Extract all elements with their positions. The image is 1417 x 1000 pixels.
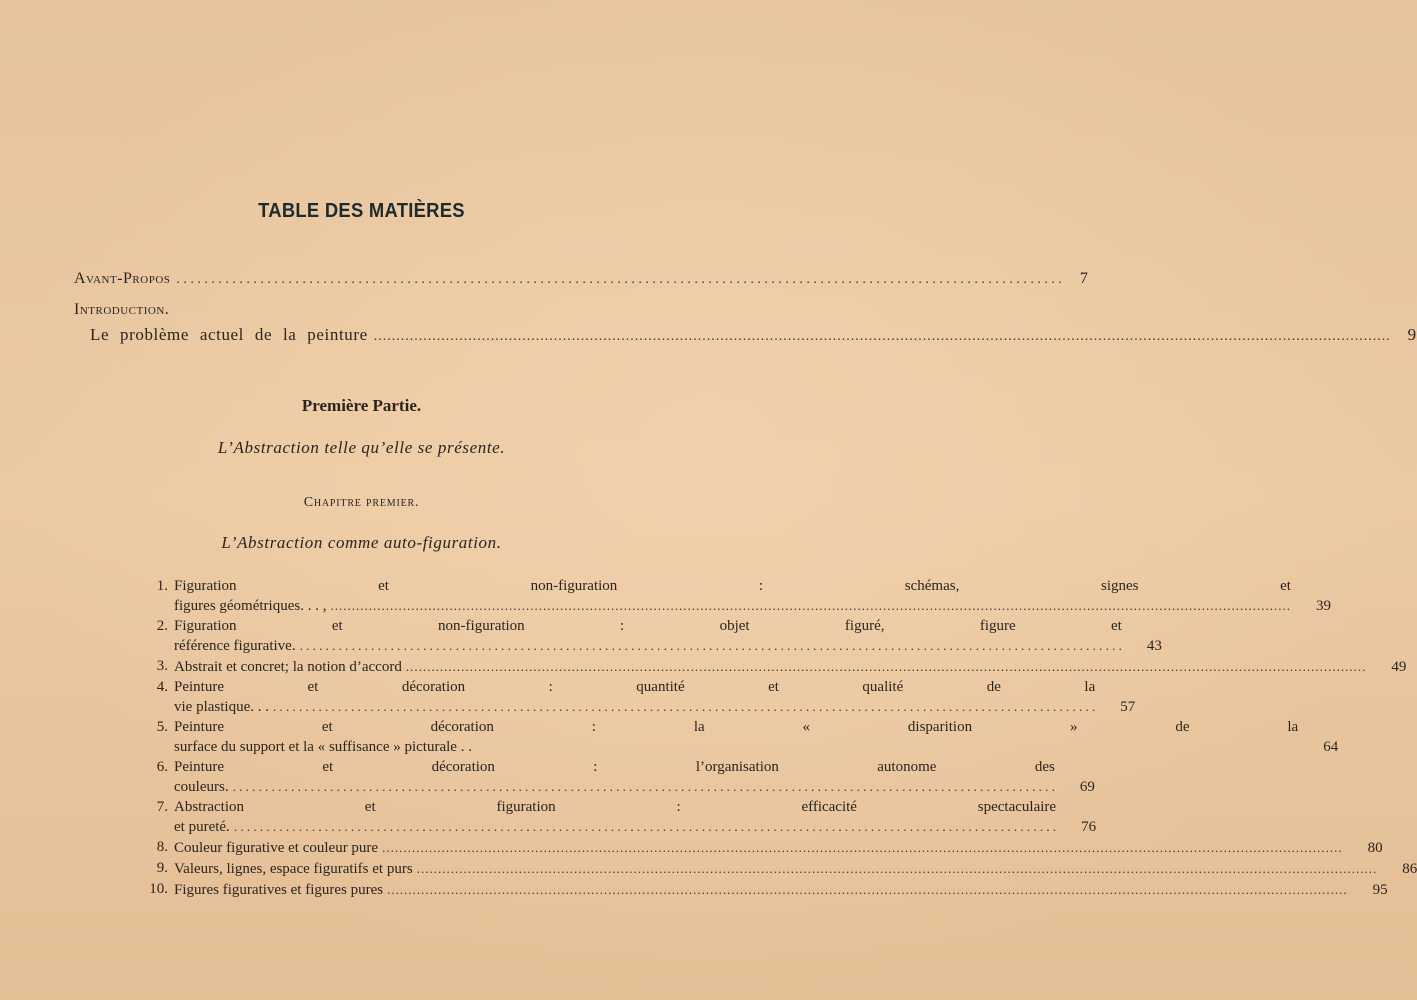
toc-entry-avant-propos (74, 270, 1088, 288)
list-item (130, 798, 1097, 837)
leader-dots (374, 329, 1391, 345)
section-title-line1: Peinture et décoration : la « disparition » de la (174, 719, 1299, 735)
section-title-line1: Peinture et décoration : l’organisation autonome des (174, 759, 1055, 775)
section-title-line2: couleurs. (174, 779, 229, 795)
section-title-line2: surface du support et la « suffisance » picturale . . (174, 739, 472, 755)
section-page: 49 (1391, 659, 1407, 675)
list-item (130, 678, 1136, 717)
list-item (130, 859, 1417, 879)
chapter-title: Chapitre premier. (303, 495, 420, 510)
section-page: 43 (1146, 638, 1162, 654)
part-subtitle: L’Abstraction telle qu’elle se présente. (217, 438, 506, 457)
section-title-line1: Figuration et non-figuration : schémas, signes et (174, 578, 1291, 594)
section-title-line2: et pureté. (174, 819, 230, 835)
leader-dots (330, 596, 1291, 615)
toc-entry-probleme (90, 325, 1417, 345)
leader-dots (300, 636, 1122, 655)
section-page: 57 (1120, 699, 1136, 715)
leader-dots (382, 838, 1343, 857)
section-list (130, 577, 1417, 900)
list-item (130, 577, 1331, 616)
chapter-subtitle: L’Abstraction comme auto-figuration. (221, 533, 502, 552)
section-page: 95 (1372, 882, 1388, 898)
section-number: 5. (156, 719, 168, 735)
list-item (130, 617, 1162, 656)
section-title-line1: Peinture et décoration : quantité et qualité de la (174, 679, 1096, 695)
section-title-line2: figures géométriques. . . , (174, 598, 327, 614)
page-title: TABLE DES MATIÈRES (258, 200, 465, 222)
leader-dots (273, 697, 1095, 716)
section-title-line2: référence figurative. (174, 638, 296, 654)
section-page: 86 (1402, 861, 1417, 877)
leader-dots (387, 880, 1348, 899)
list-item (130, 758, 1095, 797)
leader-dots (176, 272, 1062, 288)
list-item (130, 838, 1383, 858)
section-number: 9. (156, 860, 168, 876)
section-number: 7. (156, 799, 168, 815)
list-item (130, 718, 1339, 757)
section-title-line2: vie plastique. . . (174, 699, 269, 715)
section-number: 2. (156, 618, 168, 634)
leader-dots (417, 859, 1378, 878)
list-item (130, 880, 1388, 900)
section-page: 69 (1079, 779, 1095, 795)
section-page: 80 (1367, 840, 1383, 856)
toc-entry-label: Le problème actuel de la peinture (90, 325, 368, 344)
list-item (130, 657, 1407, 677)
toc-entry-page: 9 (1407, 325, 1417, 344)
section-title-line1: Abstraction et figuration : efficacité spectaculaire (174, 799, 1057, 815)
section-title-line1: Figuration et non-figuration : objet figuré, figure et (174, 618, 1122, 634)
section-number: 8. (156, 839, 168, 855)
section-number: 6. (156, 759, 168, 775)
section-page: 76 (1081, 819, 1097, 835)
section-title-line2: Figures figuratives et figures pures (174, 882, 384, 898)
leader-dots (406, 657, 1367, 676)
toc-entry-label: Introduction. (74, 301, 170, 318)
part-title: Première Partie. (301, 396, 422, 415)
section-number: 10. (149, 881, 168, 897)
section-title-line2: Abstrait et concret; la notion d’accord (174, 659, 402, 675)
leader-dots (234, 817, 1056, 836)
toc-entry-introduction (74, 301, 622, 319)
leader-dots (233, 777, 1055, 796)
section-page: 39 (1315, 598, 1331, 614)
section-number: 4. (156, 679, 168, 695)
section-title-line2: Couleur figurative et couleur pure (174, 840, 379, 856)
toc-entry-label: Avant-Propos (74, 270, 171, 287)
toc-entry-page: 7 (1079, 270, 1088, 287)
section-number: 1. (156, 578, 168, 594)
section-page: 64 (1323, 739, 1339, 755)
section-title-line2: Valeurs, lignes, espace figuratifs et purs (174, 861, 413, 877)
section-number: 3. (156, 658, 168, 674)
